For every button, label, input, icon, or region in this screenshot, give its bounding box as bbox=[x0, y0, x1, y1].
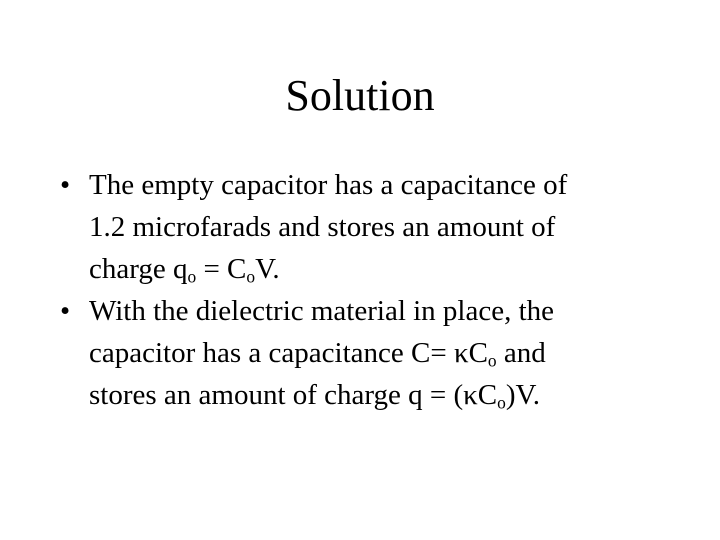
text-run: The empty capacitor has a capacitance of bbox=[89, 169, 568, 201]
bullet-marker: • bbox=[60, 295, 71, 327]
text-run: With the dielectric material in place, the bbox=[89, 295, 555, 327]
bullet-line bbox=[89, 332, 660, 374]
bullet-line bbox=[89, 290, 660, 332]
bullet-item-capacitor-dielectric bbox=[60, 290, 660, 416]
bullet-marker: • bbox=[60, 169, 71, 201]
text-run: stores an amount of charge q = (κC bbox=[89, 379, 498, 411]
bullet-list bbox=[60, 164, 660, 416]
text-run: V. bbox=[255, 253, 280, 285]
slide-title: Solution bbox=[285, 71, 435, 120]
text-run: charge q bbox=[89, 253, 188, 285]
bullet-item-capacitor-empty bbox=[60, 164, 660, 290]
bullet-line bbox=[89, 164, 660, 206]
subscript: o bbox=[487, 350, 497, 371]
subscript: o bbox=[187, 266, 197, 287]
text-run: capacitor has a capacitance C= κC bbox=[89, 337, 488, 369]
text-run: = C bbox=[196, 253, 247, 285]
subscript: o bbox=[246, 266, 256, 287]
text-run: 1.2 microfarads and stores an amount of bbox=[89, 211, 556, 243]
bullet-line bbox=[89, 248, 660, 290]
bullet-line bbox=[89, 374, 660, 416]
text-run: )V. bbox=[505, 379, 540, 411]
subscript: o bbox=[497, 392, 506, 413]
bullet-line bbox=[89, 206, 660, 248]
text-run: and bbox=[496, 337, 546, 369]
